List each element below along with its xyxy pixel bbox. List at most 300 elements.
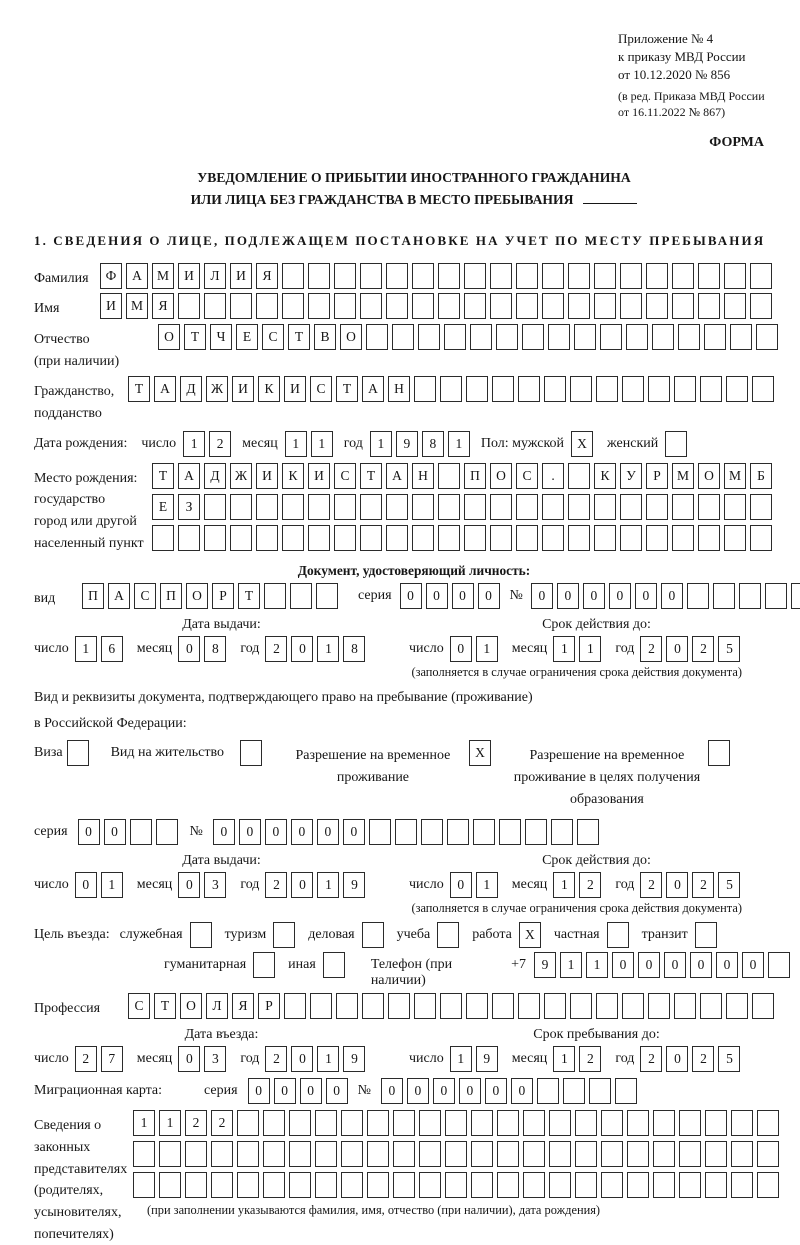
form-cell[interactable] <box>393 1141 415 1167</box>
form-cell[interactable]: 0 <box>664 952 686 978</box>
form-cell[interactable]: И <box>284 376 306 402</box>
form-cell[interactable]: 1 <box>159 1110 181 1136</box>
form-cell[interactable]: У <box>620 463 642 489</box>
form-cell[interactable] <box>672 263 694 289</box>
form-cell[interactable]: 9 <box>343 1046 365 1072</box>
form-cell[interactable] <box>386 525 408 551</box>
form-cell[interactable]: 2 <box>211 1110 233 1136</box>
form-cell[interactable] <box>499 819 521 845</box>
form-cell[interactable]: С <box>262 324 284 350</box>
form-cell[interactable]: 2 <box>579 872 601 898</box>
form-cell[interactable]: А <box>154 376 176 402</box>
form-cell[interactable] <box>237 1141 259 1167</box>
form-cell[interactable] <box>646 263 668 289</box>
form-cell[interactable]: 2 <box>579 1046 601 1072</box>
form-cell[interactable] <box>414 376 436 402</box>
form-cell[interactable]: 0 <box>248 1078 270 1104</box>
form-cell[interactable]: 2 <box>640 636 662 662</box>
form-cell[interactable]: 0 <box>291 872 313 898</box>
form-cell[interactable] <box>334 494 356 520</box>
form-cell[interactable]: 0 <box>326 1078 348 1104</box>
form-cell[interactable] <box>544 993 566 1019</box>
form-cell[interactable]: А <box>178 463 200 489</box>
form-cell[interactable] <box>133 1172 155 1198</box>
form-cell[interactable]: Е <box>152 494 174 520</box>
form-cell[interactable] <box>648 376 670 402</box>
form-cell[interactable] <box>470 324 492 350</box>
visa-checkbox[interactable] <box>67 740 89 766</box>
form-cell[interactable]: М <box>724 463 746 489</box>
form-cell[interactable] <box>577 819 599 845</box>
form-cell[interactable]: 1 <box>183 431 205 457</box>
form-cell[interactable]: К <box>258 376 280 402</box>
form-cell[interactable] <box>497 1110 519 1136</box>
form-cell[interactable]: Е <box>236 324 258 350</box>
form-cell[interactable] <box>600 324 622 350</box>
form-cell[interactable] <box>713 583 735 609</box>
form-cell[interactable] <box>159 1141 181 1167</box>
form-cell[interactable]: 9 <box>343 872 365 898</box>
form-cell[interactable] <box>334 293 356 319</box>
form-cell[interactable] <box>622 993 644 1019</box>
form-cell[interactable] <box>620 494 642 520</box>
form-cell[interactable] <box>466 376 488 402</box>
form-cell[interactable] <box>570 993 592 1019</box>
form-cell[interactable] <box>750 494 772 520</box>
form-cell[interactable]: 0 <box>178 1046 200 1072</box>
form-cell[interactable] <box>731 1141 753 1167</box>
form-cell[interactable] <box>516 494 538 520</box>
purpose-option-checkbox[interactable] <box>607 922 629 948</box>
form-cell[interactable] <box>594 525 616 551</box>
form-cell[interactable]: Р <box>258 993 280 1019</box>
form-cell[interactable]: П <box>464 463 486 489</box>
form-cell[interactable] <box>653 1141 675 1167</box>
form-cell[interactable] <box>594 494 616 520</box>
form-cell[interactable]: 1 <box>133 1110 155 1136</box>
form-cell[interactable]: 2 <box>185 1110 207 1136</box>
form-cell[interactable]: 2 <box>692 872 714 898</box>
form-cell[interactable] <box>133 1141 155 1167</box>
form-cell[interactable]: С <box>310 376 332 402</box>
form-cell[interactable] <box>256 293 278 319</box>
form-cell[interactable] <box>679 1141 701 1167</box>
form-cell[interactable] <box>360 263 382 289</box>
purpose-option-checkbox[interactable] <box>695 922 717 948</box>
form-cell[interactable] <box>211 1141 233 1167</box>
form-cell[interactable]: 5 <box>718 872 740 898</box>
sex-male-checkbox[interactable]: X <box>571 431 593 457</box>
form-cell[interactable]: 5 <box>718 1046 740 1072</box>
form-cell[interactable] <box>412 293 434 319</box>
form-cell[interactable]: 0 <box>666 872 688 898</box>
form-cell[interactable] <box>492 376 514 402</box>
form-cell[interactable] <box>230 293 252 319</box>
form-cell[interactable] <box>438 293 460 319</box>
form-cell[interactable] <box>490 263 512 289</box>
form-cell[interactable]: К <box>282 463 304 489</box>
form-cell[interactable] <box>159 1172 181 1198</box>
form-cell[interactable] <box>672 494 694 520</box>
form-cell[interactable]: 1 <box>317 636 339 662</box>
form-cell[interactable]: 2 <box>265 872 287 898</box>
form-cell[interactable] <box>674 993 696 1019</box>
form-cell[interactable]: Т <box>128 376 150 402</box>
form-cell[interactable]: 0 <box>452 583 474 609</box>
form-cell[interactable] <box>765 583 787 609</box>
form-cell[interactable] <box>308 263 330 289</box>
form-cell[interactable] <box>412 525 434 551</box>
form-cell[interactable]: Ф <box>100 263 122 289</box>
form-cell[interactable] <box>438 525 460 551</box>
form-cell[interactable]: Ж <box>230 463 252 489</box>
form-cell[interactable] <box>601 1172 623 1198</box>
form-cell[interactable]: Р <box>646 463 668 489</box>
form-cell[interactable] <box>542 263 564 289</box>
form-cell[interactable] <box>646 525 668 551</box>
form-cell[interactable] <box>523 1110 545 1136</box>
form-cell[interactable] <box>392 324 414 350</box>
form-cell[interactable]: 0 <box>407 1078 429 1104</box>
form-cell[interactable]: Л <box>206 993 228 1019</box>
form-cell[interactable] <box>341 1172 363 1198</box>
purpose-option-checkbox[interactable] <box>323 952 345 978</box>
form-cell[interactable] <box>438 263 460 289</box>
form-cell[interactable]: 0 <box>531 583 553 609</box>
form-cell[interactable] <box>490 525 512 551</box>
form-cell[interactable] <box>575 1172 597 1198</box>
form-cell[interactable] <box>724 525 746 551</box>
form-cell[interactable] <box>497 1141 519 1167</box>
form-cell[interactable] <box>497 1172 519 1198</box>
form-cell[interactable]: Т <box>336 376 358 402</box>
form-cell[interactable] <box>290 583 312 609</box>
form-cell[interactable] <box>653 1110 675 1136</box>
purpose-option-checkbox[interactable] <box>437 922 459 948</box>
form-cell[interactable] <box>315 1141 337 1167</box>
residence-permit-checkbox[interactable] <box>240 740 262 766</box>
form-cell[interactable] <box>185 1141 207 1167</box>
form-cell[interactable]: О <box>158 324 180 350</box>
form-cell[interactable] <box>622 376 644 402</box>
form-cell[interactable]: 0 <box>300 1078 322 1104</box>
form-cell[interactable] <box>620 293 642 319</box>
form-cell[interactable]: 0 <box>716 952 738 978</box>
form-cell[interactable] <box>700 993 722 1019</box>
form-cell[interactable]: Т <box>184 324 206 350</box>
form-cell[interactable] <box>750 293 772 319</box>
form-cell[interactable]: 1 <box>450 1046 472 1072</box>
form-cell[interactable]: А <box>386 463 408 489</box>
form-cell[interactable]: Я <box>152 293 174 319</box>
form-cell[interactable]: Н <box>412 463 434 489</box>
form-cell[interactable]: 0 <box>265 819 287 845</box>
form-cell[interactable] <box>525 819 547 845</box>
form-cell[interactable] <box>473 819 495 845</box>
form-cell[interactable] <box>646 293 668 319</box>
form-cell[interactable]: А <box>108 583 130 609</box>
form-cell[interactable]: 0 <box>343 819 365 845</box>
form-cell[interactable] <box>393 1110 415 1136</box>
form-cell[interactable] <box>522 324 544 350</box>
form-cell[interactable] <box>698 293 720 319</box>
form-cell[interactable] <box>263 1141 285 1167</box>
form-cell[interactable]: 0 <box>381 1078 403 1104</box>
form-cell[interactable] <box>627 1141 649 1167</box>
form-cell[interactable] <box>704 324 726 350</box>
form-cell[interactable] <box>750 263 772 289</box>
form-cell[interactable]: 0 <box>638 952 660 978</box>
form-cell[interactable]: И <box>232 376 254 402</box>
form-cell[interactable] <box>594 293 616 319</box>
form-cell[interactable] <box>310 993 332 1019</box>
form-cell[interactable] <box>627 1110 649 1136</box>
form-cell[interactable] <box>516 293 538 319</box>
form-cell[interactable] <box>336 993 358 1019</box>
form-cell[interactable]: О <box>698 463 720 489</box>
form-cell[interactable]: 0 <box>78 819 100 845</box>
form-cell[interactable] <box>739 583 761 609</box>
form-cell[interactable] <box>726 993 748 1019</box>
form-cell[interactable] <box>568 263 590 289</box>
form-cell[interactable] <box>360 293 382 319</box>
form-cell[interactable] <box>230 494 252 520</box>
form-cell[interactable] <box>289 1172 311 1198</box>
form-cell[interactable] <box>518 993 540 1019</box>
form-cell[interactable] <box>386 263 408 289</box>
form-cell[interactable] <box>542 494 564 520</box>
form-cell[interactable] <box>282 525 304 551</box>
form-cell[interactable] <box>341 1141 363 1167</box>
form-cell[interactable]: М <box>152 263 174 289</box>
form-cell[interactable]: О <box>186 583 208 609</box>
form-cell[interactable] <box>334 263 356 289</box>
form-cell[interactable]: 0 <box>478 583 500 609</box>
form-cell[interactable]: 1 <box>476 872 498 898</box>
form-cell[interactable]: М <box>672 463 694 489</box>
form-cell[interactable] <box>700 376 722 402</box>
form-cell[interactable]: 0 <box>75 872 97 898</box>
form-cell[interactable]: С <box>134 583 156 609</box>
form-cell[interactable] <box>542 293 564 319</box>
form-cell[interactable] <box>263 1110 285 1136</box>
form-cell[interactable] <box>204 525 226 551</box>
purpose-option-checkbox[interactable] <box>273 922 295 948</box>
form-cell[interactable] <box>568 494 590 520</box>
form-cell[interactable] <box>289 1110 311 1136</box>
form-cell[interactable] <box>490 494 512 520</box>
form-cell[interactable]: В <box>314 324 336 350</box>
form-cell[interactable] <box>724 494 746 520</box>
form-cell[interactable] <box>568 293 590 319</box>
form-cell[interactable] <box>620 525 642 551</box>
form-cell[interactable]: 0 <box>609 583 631 609</box>
form-cell[interactable] <box>589 1078 611 1104</box>
form-cell[interactable]: 9 <box>396 431 418 457</box>
form-cell[interactable] <box>282 494 304 520</box>
form-cell[interactable] <box>752 993 774 1019</box>
form-cell[interactable] <box>652 324 674 350</box>
form-cell[interactable]: 1 <box>553 872 575 898</box>
temp-residence-education-checkbox[interactable] <box>708 740 730 766</box>
form-cell[interactable] <box>563 1078 585 1104</box>
form-cell[interactable]: 0 <box>485 1078 507 1104</box>
form-cell[interactable] <box>601 1110 623 1136</box>
form-cell[interactable]: 1 <box>101 872 123 898</box>
form-cell[interactable] <box>419 1172 441 1198</box>
form-cell[interactable] <box>316 583 338 609</box>
form-cell[interactable]: 1 <box>553 636 575 662</box>
form-cell[interactable] <box>230 525 252 551</box>
form-cell[interactable]: 0 <box>690 952 712 978</box>
form-cell[interactable]: К <box>594 463 616 489</box>
form-cell[interactable]: 1 <box>317 1046 339 1072</box>
form-cell[interactable]: 1 <box>317 872 339 898</box>
form-cell[interactable] <box>646 494 668 520</box>
form-cell[interactable] <box>464 293 486 319</box>
form-cell[interactable] <box>518 376 540 402</box>
form-cell[interactable]: Д <box>204 463 226 489</box>
form-cell[interactable] <box>731 1110 753 1136</box>
form-cell[interactable]: 0 <box>291 1046 313 1072</box>
form-cell[interactable] <box>687 583 709 609</box>
form-cell[interactable] <box>386 293 408 319</box>
form-cell[interactable] <box>393 1172 415 1198</box>
form-cell[interactable] <box>705 1172 727 1198</box>
form-cell[interactable]: 0 <box>291 636 313 662</box>
form-cell[interactable] <box>757 1172 779 1198</box>
form-cell[interactable] <box>386 494 408 520</box>
form-cell[interactable]: 2 <box>265 1046 287 1072</box>
form-cell[interactable] <box>549 1172 571 1198</box>
form-cell[interactable] <box>471 1141 493 1167</box>
form-cell[interactable] <box>419 1141 441 1167</box>
form-cell[interactable] <box>156 819 178 845</box>
temp-residence-checkbox[interactable]: X <box>469 740 491 766</box>
form-cell[interactable] <box>726 376 748 402</box>
form-cell[interactable]: 0 <box>450 636 472 662</box>
form-cell[interactable]: 1 <box>370 431 392 457</box>
form-cell[interactable]: 0 <box>400 583 422 609</box>
form-cell[interactable]: Т <box>154 993 176 1019</box>
form-cell[interactable]: 7 <box>101 1046 123 1072</box>
form-cell[interactable]: Т <box>152 463 174 489</box>
form-cell[interactable]: 1 <box>448 431 470 457</box>
form-cell[interactable]: О <box>180 993 202 1019</box>
form-cell[interactable] <box>705 1110 727 1136</box>
form-cell[interactable]: 8 <box>204 636 226 662</box>
form-cell[interactable] <box>414 993 436 1019</box>
form-cell[interactable] <box>574 324 596 350</box>
form-cell[interactable]: 0 <box>583 583 605 609</box>
form-cell[interactable] <box>492 993 514 1019</box>
form-cell[interactable]: 1 <box>476 636 498 662</box>
form-cell[interactable] <box>549 1141 571 1167</box>
form-cell[interactable]: И <box>100 293 122 319</box>
form-cell[interactable] <box>308 293 330 319</box>
form-cell[interactable] <box>204 494 226 520</box>
form-cell[interactable] <box>178 525 200 551</box>
form-cell[interactable] <box>263 1172 285 1198</box>
form-cell[interactable]: 3 <box>204 872 226 898</box>
form-cell[interactable] <box>178 293 200 319</box>
form-cell[interactable] <box>756 324 778 350</box>
form-cell[interactable] <box>516 525 538 551</box>
form-cell[interactable] <box>367 1110 389 1136</box>
form-cell[interactable]: О <box>490 463 512 489</box>
form-cell[interactable]: 2 <box>640 872 662 898</box>
form-cell[interactable]: Т <box>288 324 310 350</box>
form-cell[interactable] <box>256 525 278 551</box>
form-cell[interactable] <box>752 376 774 402</box>
form-cell[interactable]: 0 <box>433 1078 455 1104</box>
form-cell[interactable] <box>412 263 434 289</box>
form-cell[interactable] <box>626 324 648 350</box>
form-cell[interactable]: С <box>128 993 150 1019</box>
form-cell[interactable] <box>490 293 512 319</box>
form-cell[interactable]: 0 <box>666 636 688 662</box>
form-cell[interactable]: С <box>334 463 356 489</box>
form-cell[interactable] <box>542 525 564 551</box>
form-cell[interactable]: И <box>230 263 252 289</box>
form-cell[interactable] <box>464 525 486 551</box>
form-cell[interactable] <box>444 324 466 350</box>
form-cell[interactable] <box>152 525 174 551</box>
form-cell[interactable]: 2 <box>692 636 714 662</box>
form-cell[interactable] <box>282 263 304 289</box>
form-cell[interactable]: 1 <box>553 1046 575 1072</box>
form-cell[interactable]: 0 <box>742 952 764 978</box>
purpose-option-checkbox[interactable] <box>190 922 212 948</box>
form-cell[interactable] <box>496 324 518 350</box>
form-cell[interactable] <box>549 1110 571 1136</box>
form-cell[interactable] <box>412 494 434 520</box>
form-cell[interactable] <box>418 324 440 350</box>
form-cell[interactable] <box>445 1172 467 1198</box>
form-cell[interactable]: 0 <box>661 583 683 609</box>
form-cell[interactable] <box>395 819 417 845</box>
form-cell[interactable]: 1 <box>285 431 307 457</box>
form-cell[interactable]: Р <box>212 583 234 609</box>
form-cell[interactable] <box>360 525 382 551</box>
form-cell[interactable]: 0 <box>511 1078 533 1104</box>
form-cell[interactable] <box>568 525 590 551</box>
form-cell[interactable] <box>523 1172 545 1198</box>
form-cell[interactable] <box>537 1078 559 1104</box>
form-cell[interactable] <box>334 525 356 551</box>
form-cell[interactable] <box>237 1172 259 1198</box>
form-cell[interactable] <box>367 1141 389 1167</box>
form-cell[interactable] <box>679 1110 701 1136</box>
form-cell[interactable] <box>615 1078 637 1104</box>
form-cell[interactable] <box>750 525 772 551</box>
form-cell[interactable]: П <box>82 583 104 609</box>
form-cell[interactable]: . <box>542 463 564 489</box>
form-cell[interactable] <box>130 819 152 845</box>
form-cell[interactable] <box>466 993 488 1019</box>
form-cell[interactable] <box>284 993 306 1019</box>
form-cell[interactable]: Ч <box>210 324 232 350</box>
form-cell[interactable] <box>315 1110 337 1136</box>
form-cell[interactable]: С <box>516 463 538 489</box>
form-cell[interactable]: 0 <box>426 583 448 609</box>
form-cell[interactable]: А <box>126 263 148 289</box>
form-cell[interactable] <box>768 952 790 978</box>
form-cell[interactable] <box>308 525 330 551</box>
form-cell[interactable] <box>447 819 469 845</box>
purpose-option-checkbox[interactable] <box>253 952 275 978</box>
form-cell[interactable] <box>672 293 694 319</box>
